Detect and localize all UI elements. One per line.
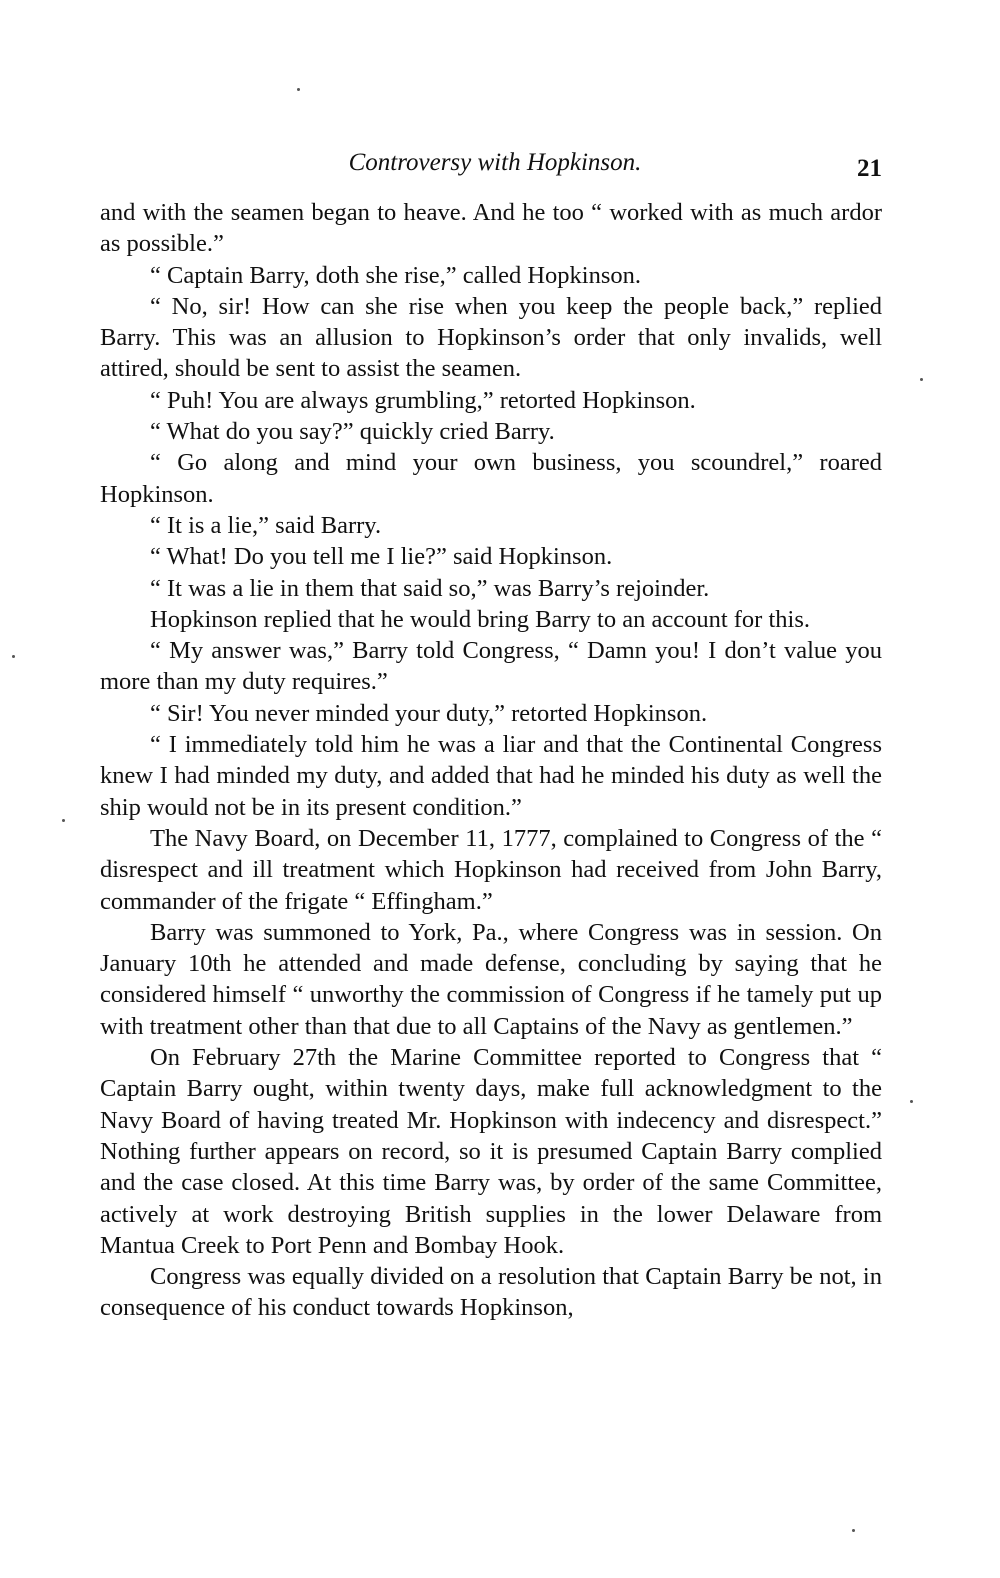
- paragraph: Hopkinson replied that he would bring Barry to an account for this.: [150, 605, 810, 633]
- paragraph: On February 27th the Marine Committee reported to Congress that “ Captain Barry ought, within twenty days, make full acknowledgment to the Navy Board of having treated Mr. Hopkinson with indecency and disrespect.” Nothing further appears on record, so it is presumed Captain Barry complied and the case closed. At this time Barry was, by order of the same Committee, actively at work destroying British supplies in the lower Delaware from Mantua Creek to Port Penn and Bombay Hook.: [100, 1044, 882, 1259]
- running-title: Controversy with Hopkinson.: [348, 149, 642, 176]
- body-text: [100, 197, 882, 1324]
- scan-speck: [852, 1529, 855, 1532]
- paragraph: “ It was a lie in them that said so,” was Barry’s rejoinder.: [150, 574, 710, 602]
- paragraph: “ What do you say?” quickly cried Barry.: [150, 418, 555, 446]
- paragraph: “ My answer was,” Barry told Congress, “ Damn you! I don’t value you more than my duty requires.”: [100, 637, 882, 696]
- paragraph: Barry was summoned to York, Pa., where Congress was in session. On January 10th he attended and made defense, concluding by saying that he considered himself “ unworthy the commission of Congress if he tamely put up with treatment other than that due to all Captains of the Navy as gentlemen.”: [100, 918, 882, 1040]
- page-number: 21: [857, 155, 882, 182]
- paragraph: “ It is a lie,” said Barry.: [150, 511, 382, 539]
- scan-speck: [12, 655, 15, 658]
- paragraph: “ I immediately told him he was a liar and that the Continental Congress knew I had minded my duty, and added that had he minded his duty as well the ship would not be in its present condition.”: [100, 731, 882, 821]
- paragraph: “ Sir! You never minded your duty,” retorted Hopkinson.: [150, 699, 708, 727]
- scan-speck: [910, 1100, 913, 1103]
- scan-speck: [297, 88, 300, 91]
- paragraph: “ Puh! You are always grumbling,” retorted Hopkinson.: [150, 386, 696, 414]
- paragraph: “ Go along and mind your own business, you scoundrel,” roared Hopkinson.: [100, 449, 882, 508]
- paragraph: “ No, sir! How can she rise when you keep the people back,” replied Barry. This was an allusion to Hopkinson’s order that only invalids, well attired, should be sent to assist the seamen.: [100, 292, 882, 383]
- scan-speck: [920, 378, 923, 381]
- scan-speck: [62, 819, 65, 822]
- paragraph: Congress was equally divided on a resolution that Captain Barry be not, in consequence of his conduct towards Hopkinson,: [100, 1263, 882, 1322]
- paragraph-continued: and with the seamen began to heave. And he too “ worked with as much ardor as possible.”: [100, 199, 882, 258]
- paragraph: “ Captain Barry, doth she rise,” called Hopkinson.: [150, 261, 642, 289]
- running-header: [100, 148, 890, 182]
- paragraph: “ What! Do you tell me I lie?” said Hopkinson.: [150, 543, 613, 571]
- paragraph: The Navy Board, on December 11, 1777, complained to Congress of the “ disrespect and ill treatment which Hopkinson had received from John Barry, commander of the frigate “ Effingham.”: [100, 824, 882, 915]
